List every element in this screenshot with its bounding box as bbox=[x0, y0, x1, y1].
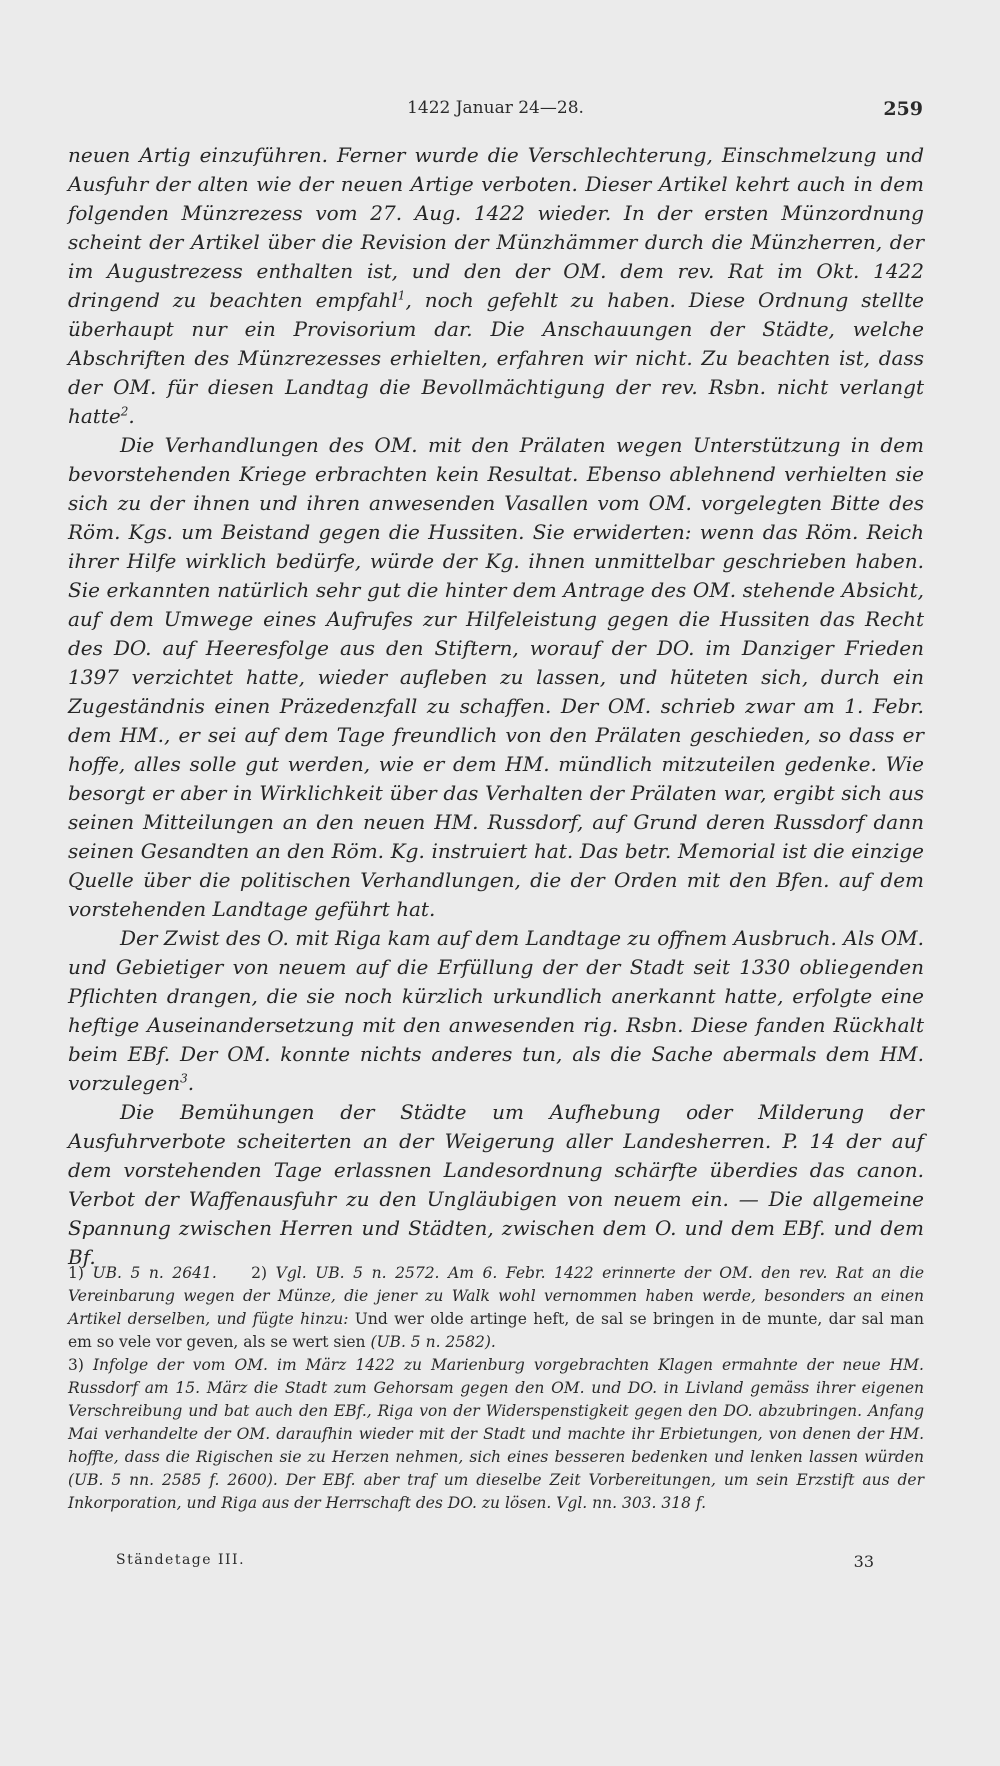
note-ref-1: 1 bbox=[397, 288, 406, 303]
footnotes bbox=[68, 1262, 924, 1515]
running-head bbox=[68, 98, 923, 122]
sheet-number: 33 bbox=[853, 1552, 874, 1571]
note-ref-3: 3 bbox=[180, 1071, 188, 1086]
footnote-3-text: Infolge der vom OM. im März 1422 zu Marienburg vorgebrachten Klagen ermahnte der neue HM. Russdorf am 15. März die Stadt zum Gehorsam gegen den OM. und DO. in Livland gemäss ihrer eigenen Verschreibung und bat auch den EBf., Riga von der Widerspenstigkeit gegen den DO. abzubringen. Anfang Mai verhandelte der OM. daraufhin wieder mit der Stadt und machte ihr Erbietungen, von denen der HM. hoffte, dass die Rigischen sie zu Herzen nehmen, sich eines besseren bedenken und lenken lassen würden (UB. 5 nn. 2585 f. 2600). Der EBf. aber traf um dieselbe Zeit Vorbereitungen, um sein Erzstift aus der Inkorporation, und Riga aus der Herrschaft des DO. zu lösen. Vgl. nn. 303. 318 f. bbox=[68, 1356, 924, 1512]
sheet-signature: Ständetage III. bbox=[116, 1552, 246, 1568]
running-head-title: 1422 Januar 24—28. bbox=[407, 98, 584, 118]
paragraph-3-text: Der Zwist des O. mit Riga kam auf dem Landtage zu offnem Ausbruch. Als OM. und Gebietiger von neuem auf die Erfüllung der der Stadt seit 1330 obliegenden Pflichten drangen, die sie noch kürzlich urkundlich anerkannt hatte, erfolgte eine heftige Auseinandersetzung mit den anwesenden rig. Rsbn. Diese fanden Rückhalt beim EBf. Der OM. konnte nichts anderes tun, als die Sache abermals dem HM. vorzulegen bbox=[68, 926, 924, 1095]
page-number: 259 bbox=[883, 98, 923, 120]
footnote-2-mark: 2) bbox=[251, 1264, 268, 1282]
footnote-1-mark: 1) bbox=[68, 1264, 84, 1282]
paragraph-1-continuation: , noch gefehlt zu haben. Diese Ordnung stellte überhaupt nur ein Provisorium dar. Die Anschauungen der Städte, welche Abschriften des Münzrezesses erhielten, erfahren wir nicht. Zu beachten ist, dass der OM. für diesen Landtag die Bevollmächtigung der rev. Rsbn. nicht verlangt hatte bbox=[68, 288, 925, 428]
footnote-3-mark: 3) bbox=[68, 1356, 84, 1374]
note-ref-2: 2 bbox=[120, 404, 129, 419]
paragraph-2: Die Verhandlungen des OM. mit den Prälaten wegen Unterstützung in dem bevorstehenden Kriege erbrachten kein Resultat. Ebenso ablehnend verhielten sie sich zu der ihnen und ihren anwesenden Vasallen vom OM. vorgelegten Bitte des Röm. Kgs. um Beistand gegen die Hussiten. Sie erwiderten: wenn das Röm. Reich ihrer Hilfe wirklich bedürfe, würde der Kg. ihnen unmittelbar geschrieben haben. Sie erkannten natürlich sehr gut die hinter dem Antrage des OM. stehende Absicht, auf dem Umwege eines Aufrufes zur Hilfeleistung gegen die Hussiten das Recht des DO. auf Heeresfolge aus den Stiftern, worauf der DO. im Danziger Frieden 1397 verzichtet hatte, wieder aufleben zu lassen, und hüteten sich, durch ein Zugeständnis einen Präzedenzfall zu schaffen. Der OM. schrieb zwar am 1. Febr. dem HM., er sei auf dem Tage freundlich von den Prälaten geschieden, so dass er hoffe, alles solle gut werden, wie er dem HM. mündlich mitzuteilen gedenke. Wie besorgt er aber in Wirklichkeit über das Verhalten der Prälaten war, ergibt sich aus seinen Mitteilungen an den neuen HM. Russdorf, auf Grund deren Russdorf dann seinen Gesandten an den Röm. Kg. instruiert hat. Das betr. Memorial ist die einzige Quelle über die politischen Verhandlungen, die der Orden mit den Bfen. auf dem vorstehenden Landtage geführt hat. bbox=[68, 433, 924, 921]
footnote-1-text: UB. 5 n. 2641. bbox=[92, 1264, 217, 1282]
paragraph-3 bbox=[68, 924, 924, 1098]
footnote-2-text: Vgl. UB. 5 n. 2572. Am 6. Febr. 1422 erinnerte der OM. den rev. Rat an die Vereinbarung wegen der Münze, die jener zu Walk wohl vernommen haben werde, besonders an einen Artikel derselben, und fügte hinzu: bbox=[68, 1264, 924, 1328]
paragraph-1-text: neuen Artig einzuführen. Ferner wurde die Verschlechterung, Einschmelzung und Ausfuhr der alten wie der neuen Artige verboten. Dieser Artikel kehrt auch in dem folgenden Münzrezess vom 27. Aug. 1422 wieder. In der ersten Münzordnung scheint der Artikel über die Revision der Münzhämmer durch die Münzherren, der im Augustrezess enthalten ist, und den der OM. dem rev. Rat im Okt. 1422 dringend zu beachten empfahl bbox=[68, 143, 924, 312]
paragraph-3-end: . bbox=[187, 1071, 195, 1095]
footnote-3 bbox=[68, 1354, 924, 1515]
paragraph-1-end: . bbox=[128, 404, 135, 428]
footnote-2-ref: (UB. 5 n. 2582). bbox=[370, 1333, 496, 1351]
paragraph-1 bbox=[68, 141, 924, 431]
paragraph-4: Die Bemühungen der Städte um Aufhebung oder Milderung der Ausfuhrverbote scheiterten an der Weigerung aller Landesherren. P. 14 der auf dem vorstehenden Tage erlassnen Landesordnung schärfte überdies das canon. Verbot der Waffenausfuhr zu den Ungläubigen von neuem ein. — Die allgemeine Spannung zwischen Herren und Städten, zwischen dem O. und dem EBf. und dem Bf. bbox=[68, 1100, 924, 1269]
page-footer bbox=[116, 1552, 874, 1574]
footnote-2-quote: Und wer olde artinge heft, de sal se bringen in de munte, dar sal man em so vele vor geven, als se wert sien bbox=[68, 1310, 924, 1351]
main-text bbox=[68, 141, 924, 1272]
footnote-1 bbox=[68, 1262, 924, 1354]
